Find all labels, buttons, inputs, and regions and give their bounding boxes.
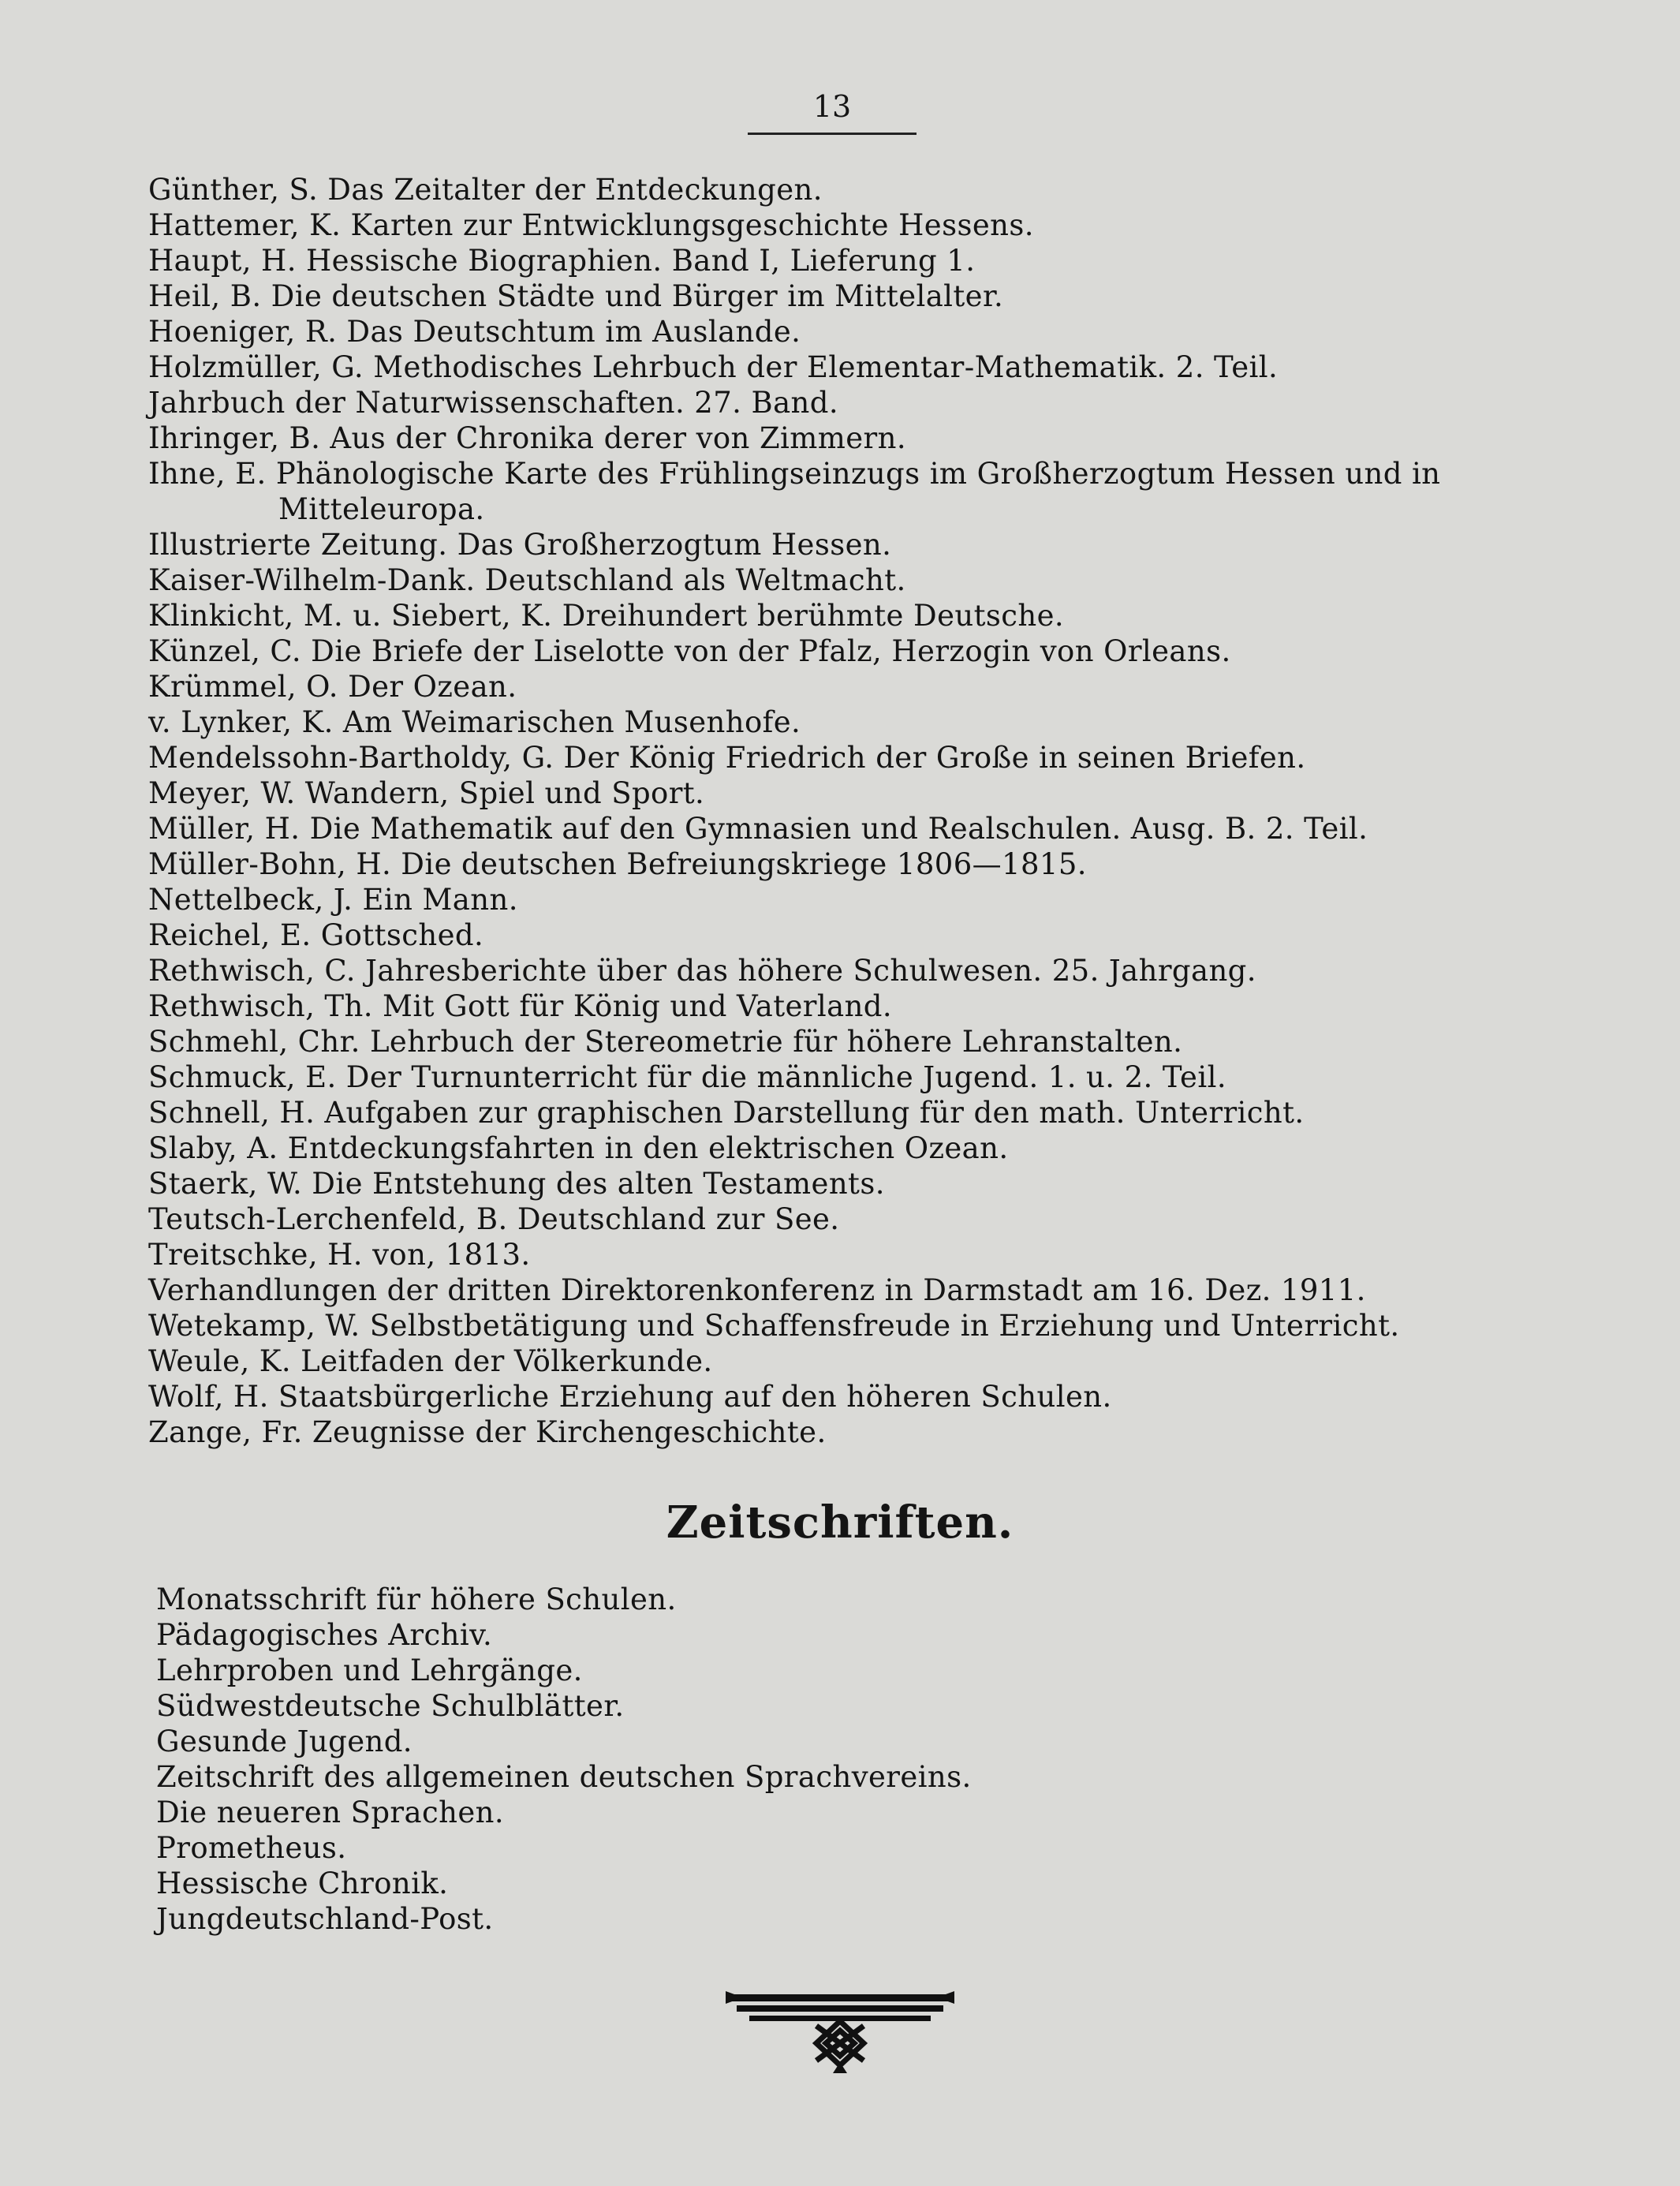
list-item: Hattemer, K. Karten zur Entwicklungsgeschichte Hessens.	[148, 208, 1034, 242]
list-item: Kaiser-Wilhelm-Dank. Deutschland als Weltmacht.	[148, 563, 906, 597]
list-item: Mendelssohn-Bartholdy, G. Der König Friedrich der Große in seinen Briefen.	[148, 741, 1306, 775]
list-item: Gesunde Jugend.	[156, 1725, 413, 1758]
list-item: Verhandlungen der dritten Direktorenkonferenz in Darmstadt am 16. Dez. 1911.	[148, 1273, 1366, 1307]
list-item: Rethwisch, C. Jahresberichte über das höhere Schulwesen. 25. Jahrgang.	[148, 954, 1256, 988]
list-item: Schmehl, Chr. Lehrbuch der Stereometrie für höhere Lehranstalten.	[148, 1025, 1183, 1059]
list-item: Illustrierte Zeitung. Das Großherzogtum Hessen.	[148, 528, 892, 562]
page-number-rule	[748, 133, 917, 135]
list-item: Rethwisch, Th. Mit Gott für König und Vaterland.	[148, 989, 893, 1023]
section-heading: Zeitschriften.	[666, 1497, 1014, 1549]
list-item: Jahrbuch der Naturwissenschaften. 27. Band.	[148, 386, 839, 420]
list-item: Haupt, H. Hessische Biographien. Band I, Lieferung 1.	[148, 244, 976, 278]
list-item: Müller-Bohn, H. Die deutschen Befreiungskriege 1806—1815.	[148, 847, 1087, 881]
list-item: Wetekamp, W. Selbstbetätigung und Schaffensfreude in Erziehung und Unterricht.	[148, 1309, 1400, 1343]
bibliography-list	[148, 172, 1529, 1450]
list-item: Ihringer, B. Aus der Chronika derer von Zimmern.	[148, 421, 907, 455]
list-item: Zeitschrift des allgemeinen deutschen Sprachvereins.	[156, 1760, 972, 1794]
list-item: Slaby, A. Entdeckungsfahrten in den elektrischen Ozean.	[148, 1131, 1009, 1165]
list-item: Meyer, W. Wandern, Spiel und Sport.	[148, 776, 705, 810]
list-item: Klinkicht, M. u. Siebert, K. Dreihundert berühmte Deutsche.	[148, 599, 1065, 633]
list-item: Künzel, C. Die Briefe der Liselotte von der Pfalz, Herzogin von Orleans.	[148, 634, 1231, 668]
list-item: v. Lynker, K. Am Weimarischen Musenhofe.	[148, 705, 801, 739]
list-item: Holzmüller, G. Methodisches Lehrbuch der Elementar-Mathematik. 2. Teil.	[148, 350, 1279, 384]
list-item: Pädagogisches Archiv.	[156, 1618, 493, 1652]
list-item: Monatsschrift für höhere Schulen.	[156, 1583, 677, 1616]
list-item: Hessische Chronik.	[156, 1867, 449, 1900]
list-item: Treitschke, H. von, 1813.	[148, 1238, 531, 1272]
list-item: Heil, B. Die deutschen Städte und Bürger im Mittelalter.	[148, 279, 1004, 313]
list-item: Weule, K. Leitfaden der Völkerkunde.	[148, 1344, 713, 1378]
list-item: Lehrproben und Lehrgänge.	[156, 1654, 583, 1687]
list-item: Ihne, E. Phänologische Karte des Frühlingseinzugs im Großherzogtum Hessen und in Mitteleuropa.	[148, 457, 1441, 526]
page-number: 13	[812, 89, 852, 124]
list-item: Reichel, E. Gottsched.	[148, 918, 484, 952]
list-item: Hoeniger, R. Das Deutschtum im Auslande.	[148, 315, 801, 349]
list-item: Nettelbeck, J. Ein Mann.	[148, 883, 518, 917]
list-item: Teutsch-Lerchenfeld, B. Deutschland zur See.	[148, 1202, 840, 1236]
list-item: Schnell, H. Aufgaben zur graphischen Darstellung für den math. Unterricht.	[148, 1096, 1305, 1130]
journal-list	[156, 1582, 1497, 1937]
list-item: Schmuck, E. Der Turnunterricht für die männliche Jugend. 1. u. 2. Teil.	[148, 1060, 1226, 1094]
list-item: Jungdeutschland-Post.	[156, 1902, 494, 1936]
list-item: Südwestdeutsche Schulblätter.	[156, 1689, 625, 1723]
list-item: Günther, S. Das Zeitalter der Entdeckungen.	[148, 173, 823, 207]
end-ornament-icon	[726, 1980, 954, 2075]
list-item: Zange, Fr. Zeugnisse der Kirchengeschichte.	[148, 1415, 827, 1449]
list-item: Müller, H. Die Mathematik auf den Gymnasien und Realschulen. Ausg. B. 2. Teil.	[148, 812, 1368, 846]
list-item: Prometheus.	[156, 1831, 347, 1865]
list-item: Wolf, H. Staatsbürgerliche Erziehung auf den höheren Schulen.	[148, 1380, 1112, 1414]
list-item: Die neueren Sprachen.	[156, 1796, 504, 1829]
list-item: Staerk, W. Die Entstehung des alten Testaments.	[148, 1167, 885, 1201]
list-item: Krümmel, O. Der Ozean.	[148, 670, 517, 704]
